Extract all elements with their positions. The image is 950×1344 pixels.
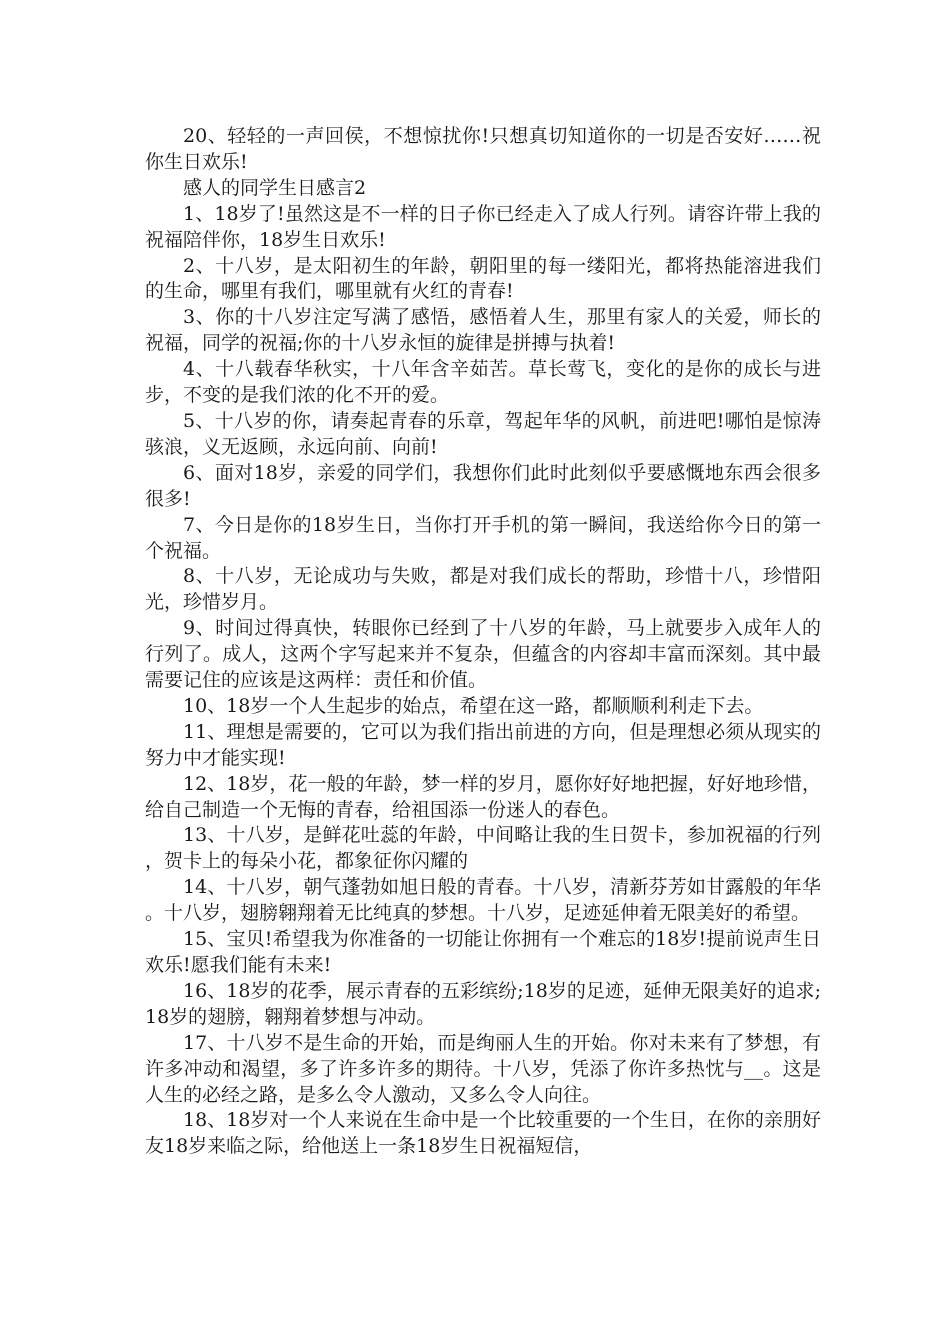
paragraph-17: 17、十八岁不是生命的开始，而是绚丽人生的开始。你对未来有了梦想，有许多冲动和渴望，多了许多许多的期待。十八岁，凭添了你许多热忱与__。这是人生的必经之路，是多么令人激动，又多么令人向往。	[145, 1031, 821, 1106]
paragraph-11: 11、理想是需要的，它可以为我们指出前进的方向，但是理想必须从现实的努力中才能实现!	[145, 720, 821, 769]
paragraph-2: 2、十八岁，是太阳初生的年龄，朝阳里的每一缕阳光，都将热能溶进我们的生命，哪里有我们，哪里就有火红的青春!	[145, 254, 821, 303]
document-body	[145, 124, 821, 1160]
paragraph-8: 8、十八岁，无论成功与失败，都是对我们成长的帮助，珍惜十八，珍惜阳光，珍惜岁月。	[145, 565, 821, 614]
paragraph-5: 5、十八岁的你，请奏起青春的乐章，驾起年华的风帆，前进吧!哪怕是惊涛骇浪，义无返顾，永远向前、向前!	[145, 409, 821, 458]
paragraph-3: 3、你的十八岁注定写满了感悟，感悟着人生，那里有家人的关爱，师长的祝福，同学的祝福;你的十八岁永恒的旋律是拼搏与执着!	[145, 306, 821, 355]
section-heading: 感人的同学生日感言2	[183, 176, 367, 199]
paragraph-18: 18、18岁对一个人来说在生命中是一个比较重要的一个生日，在你的亲朋好友18岁来临之际，给他送上一条18岁生日祝福短信，	[145, 1109, 821, 1158]
paragraph-15: 15、宝贝!希望我为你准备的一切能让你拥有一个难忘的18岁!提前说声生日欢乐!愿我们能有未来!	[145, 928, 821, 976]
paragraph-12: 12、18岁，花一般的年龄，梦一样的岁月，愿你好好地把握，好好地珍惜，给自己制造一个无悔的青春，给祖国添一份迷人的春色。	[145, 772, 821, 821]
paragraph-20: 20、轻轻的一声回侯，不想惊扰你!只想真切知道你的一切是否安好……祝你生日欢乐!	[145, 125, 821, 173]
paragraph-1: 1、18岁了!虽然这是不一样的日子你已经走入了成人行列。请容许带上我的祝福陪伴你，18岁生日欢乐!	[145, 202, 821, 251]
paragraph-7: 7、今日是你的18岁生日，当你打开手机的第一瞬间，我送给你今日的第一个祝福。	[145, 513, 821, 562]
paragraph-16: 16、18岁的花季，展示青春的五彩缤纷;18岁的足迹，延伸无限美好的追求;18岁的翅膀，翱翔着梦想与冲动。	[145, 979, 821, 1028]
paragraph-14: 14、十八岁，朝气蓬勃如旭日般的青春。十八岁，清新芬芳如甘露般的年华。十八岁，翅膀翱翔着无比纯真的梦想。十八岁，足迹延伸着无限美好的希望。	[145, 876, 821, 925]
paragraph-4: 4、十八载春华秋实，十八年含辛茹苦。草长莺飞，变化的是你的成长与进步，不变的是我们浓的化不开的爱。	[145, 358, 821, 407]
paragraph-13: 13、十八岁，是鲜花吐蕊的年龄，中间略让我的生日贺卡，参加祝福的行列，贺卡上的每朵小花，都象征你闪耀的	[145, 824, 821, 873]
paragraph-9: 9、时间过得真快，转眼你已经到了十八岁的年龄，马上就要步入成年人的行列了。成人，这两个字写起来并不复杂，但蕴含的内容却丰富而深刻。其中最需要记住的应该是这两样：责任和价值。	[145, 617, 821, 692]
paragraph-10: 10、18岁一个人生起步的始点，希望在这一路，都顺顺利利走下去。	[183, 694, 764, 717]
paragraph-6: 6、面对18岁，亲爱的同学们，我想你们此时此刻似乎要感慨地东西会很多很多!	[145, 461, 821, 510]
